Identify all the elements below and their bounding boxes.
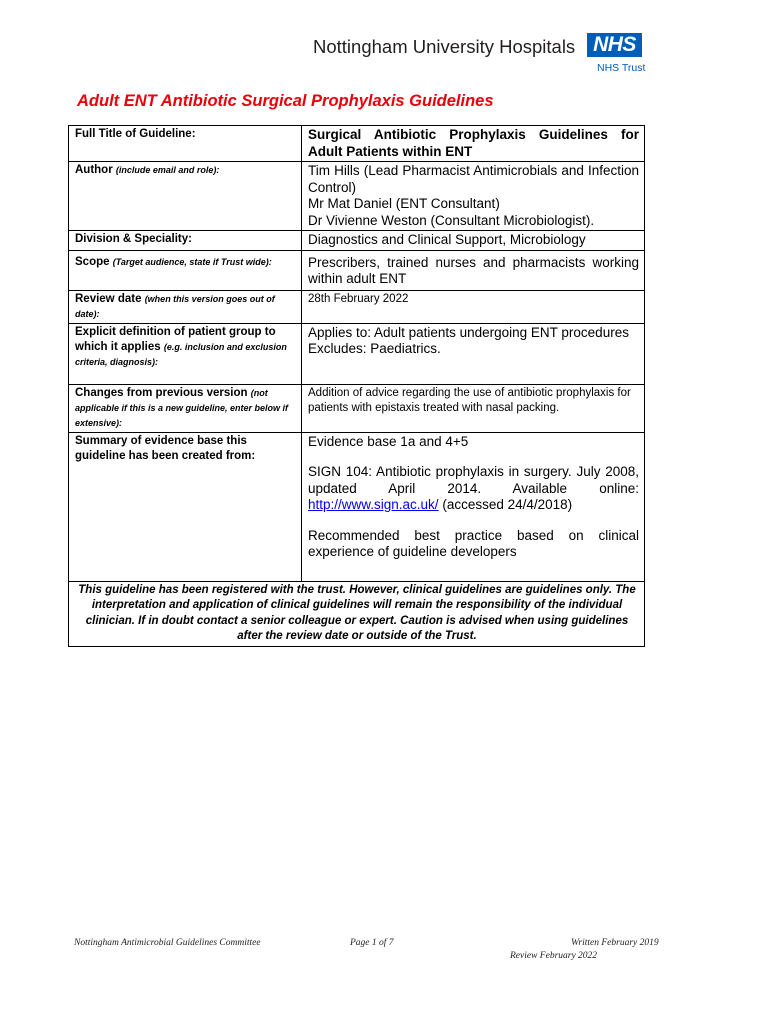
footer-committee: Nottingham Antimicrobial Guidelines Committee [74,938,261,948]
explicit-value [302,323,645,384]
author-note: (include email and role): [115,165,220,175]
sign-link[interactable]: http://www.sign.ac.uk/ [308,497,439,512]
disclaimer-text: This guideline has been registered with the trust. However, clinical guidelines are guidelines only. The interpretation and application of clinical guidelines will remain the responsibility of the individual clinician. If in doubt contact a senior colleague or expert. Caution is advised when using guidelines after the review date or outside of the Trust. [69,581,645,646]
author-line: Dr Vivienne Weston (Consultant Microbiologist). [308,212,595,228]
footer-review-date: Review February 2022 [510,951,598,961]
scope-value: Prescribers, trained nurses and pharmacists working within adult ENT [302,250,645,290]
sign-reference [308,464,639,514]
document-title: Adult ENT Antibiotic Surgical Prophylaxis Guidelines [77,92,494,110]
nhs-logo: NHS [587,33,642,57]
evidence-value [302,432,645,581]
scope-note: (Target audience, state if Trust wide): [112,256,272,267]
review-value: 28th February 2022 [302,290,645,323]
best-practice-text: Recommended best practice based on clinical experience of guideline developers [308,527,639,559]
evidence-label: Summary of evidence base this guideline has been created from: [69,432,302,581]
table-row [69,162,645,231]
table-row [69,384,645,432]
table-row [69,231,645,251]
author-line: Mr Mat Daniel (ENT Consultant) [308,196,500,211]
sign-text: SIGN 104: Antibiotic prophylaxis in surgery. July 2008, updated April 2014. Available online: [308,464,639,496]
organisation-name: Nottingham University Hospitals [313,36,576,57]
review-note: (when this version goes out of date): [75,293,275,319]
changes-label-cell [69,384,302,432]
division-value: Diagnostics and Clinical Support, Microbiology [302,231,645,251]
table-row [69,250,645,290]
explicit-note: (e.g. inclusion and exclusion criteria, diagnosis): [75,341,287,367]
explicit-label-cell [69,323,302,384]
full-title-value [302,126,645,162]
review-label: Review date [75,292,142,305]
author-label: Author [75,164,113,176]
author-line: Tim Hills (Lead Pharmacist Antimicrobials and Infection Control) [308,163,639,195]
footer-page-number: Page 1 of 7 [350,938,394,948]
nhs-trust-label: NHS Trust [597,62,646,74]
changes-value: Addition of advice regarding the use of antibiotic prophylaxis for patients with epistaxis treated with nasal packing. [302,384,645,432]
changes-label: Changes from previous version [75,386,248,399]
author-label-cell [69,162,302,231]
full-title-text: Surgical Antibiotic Prophylaxis Guidelines for Adult Patients within ENT [308,127,639,159]
applies-text: Applies to: Adult patients undergoing ENT procedures [308,324,629,340]
evidence-base-text: Evidence base 1a and 4+5 [308,433,469,449]
accessed-text: (accessed 24/4/2018) [442,497,573,512]
review-label-cell [69,290,302,323]
table-row [69,581,645,646]
scope-label-cell [69,250,302,290]
table-row [69,290,645,323]
changes-note: (not applicable if this is a new guideline, enter below if extensive): [75,387,289,428]
table-row [69,126,645,162]
guideline-details-table [68,125,645,647]
explicit-label: Explicit definition of patient group to which it applies [75,325,276,353]
full-title-label: Full Title of Guideline: [69,126,302,162]
author-value [302,162,645,231]
excludes-text: Excludes: Paediatrics. [308,341,441,356]
table-row [69,323,645,384]
scope-label: Scope [75,255,110,268]
footer-written-date: Written February 2019 [571,938,659,948]
table-row [69,432,645,581]
division-label: Division & Speciality: [69,231,302,251]
